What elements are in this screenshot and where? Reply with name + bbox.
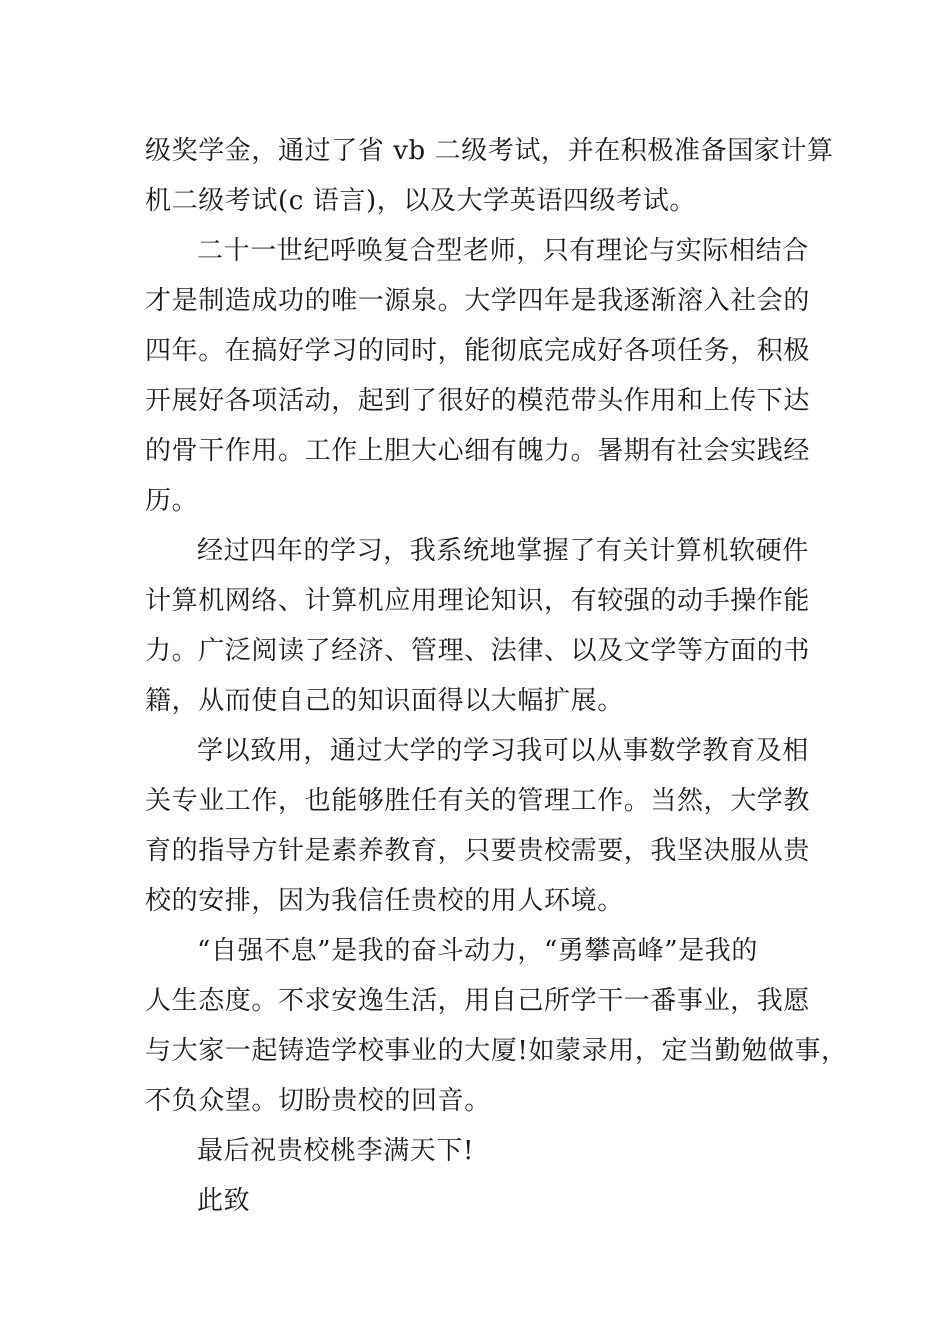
text-line: 不负众望。切盼贵校的回音。 <box>145 1086 491 1116</box>
paragraph-application <box>145 726 825 926</box>
text-line: 二十一世纪呼唤复合型老师，只有理论与实际相结合 <box>197 236 809 266</box>
text-line: 关专业工作，也能够胜任有关的管理工作。当然，大学教 <box>145 786 811 816</box>
text-line: 与大家一起铸造学校事业的大厦!如蒙录用，定当勤勉做事， <box>145 1036 848 1066</box>
text-line: 历。 <box>145 486 199 516</box>
text-line: 学以致用，通过大学的学习我可以从事数学教育及相 <box>197 736 809 766</box>
text-line: 才是制造成功的唯一源泉。大学四年是我逐渐溶入社会的 <box>145 286 811 316</box>
text-line: 校的安排，因为我信任贵校的用人环境。 <box>145 886 624 916</box>
letter-body <box>145 126 848 1226</box>
text-line: 育的指导方针是素养教育，只要贵校需要，我坚决服从贵 <box>145 836 811 866</box>
text-line: 人生态度。不求安逸生活，用自己所学干一番事业，我愿 <box>145 986 811 1016</box>
paragraph-closing <box>145 1176 825 1226</box>
text-line: 的骨干作用。工作上胆大心细有魄力。暑期有社会实践经 <box>145 436 811 466</box>
text-line: 机二级考试(c 语言)，以及大学英语四级考试。 <box>145 186 696 216</box>
text-line: 计算机网络、计算机应用理论知识，有较强的动手操作能 <box>145 586 811 616</box>
text-line: 级奖学金，通过了省 vb 二级考试，并在积极准备国家计算 <box>145 136 834 166</box>
text-line: 经过四年的学习，我系统地掌握了有关计算机软硬件 <box>197 536 809 566</box>
paragraph-practice <box>145 226 825 526</box>
paragraph-continuation <box>145 126 834 226</box>
text-line: 四年。在搞好学习的同时，能彻底完成好各项任务，积极 <box>145 336 811 366</box>
text-line: 开展好各项活动，起到了很好的模范带头作用和上传下达 <box>145 386 811 416</box>
text-line: 力。广泛阅读了经济、管理、法律、以及文学等方面的书 <box>145 636 811 666</box>
text-line: 籍，从而使自己的知识面得以大幅扩展。 <box>145 686 624 716</box>
text-line: 此致 <box>197 1186 251 1216</box>
text-line: 最后祝贵校桃李满天下! <box>197 1136 475 1166</box>
text-line: “自强不息”是我的奋斗动力，“勇攀高峰”是我的 <box>197 936 758 966</box>
paragraph-attitude <box>145 926 848 1126</box>
paragraph-knowledge <box>145 526 825 726</box>
paragraph-wishes <box>145 1126 825 1176</box>
